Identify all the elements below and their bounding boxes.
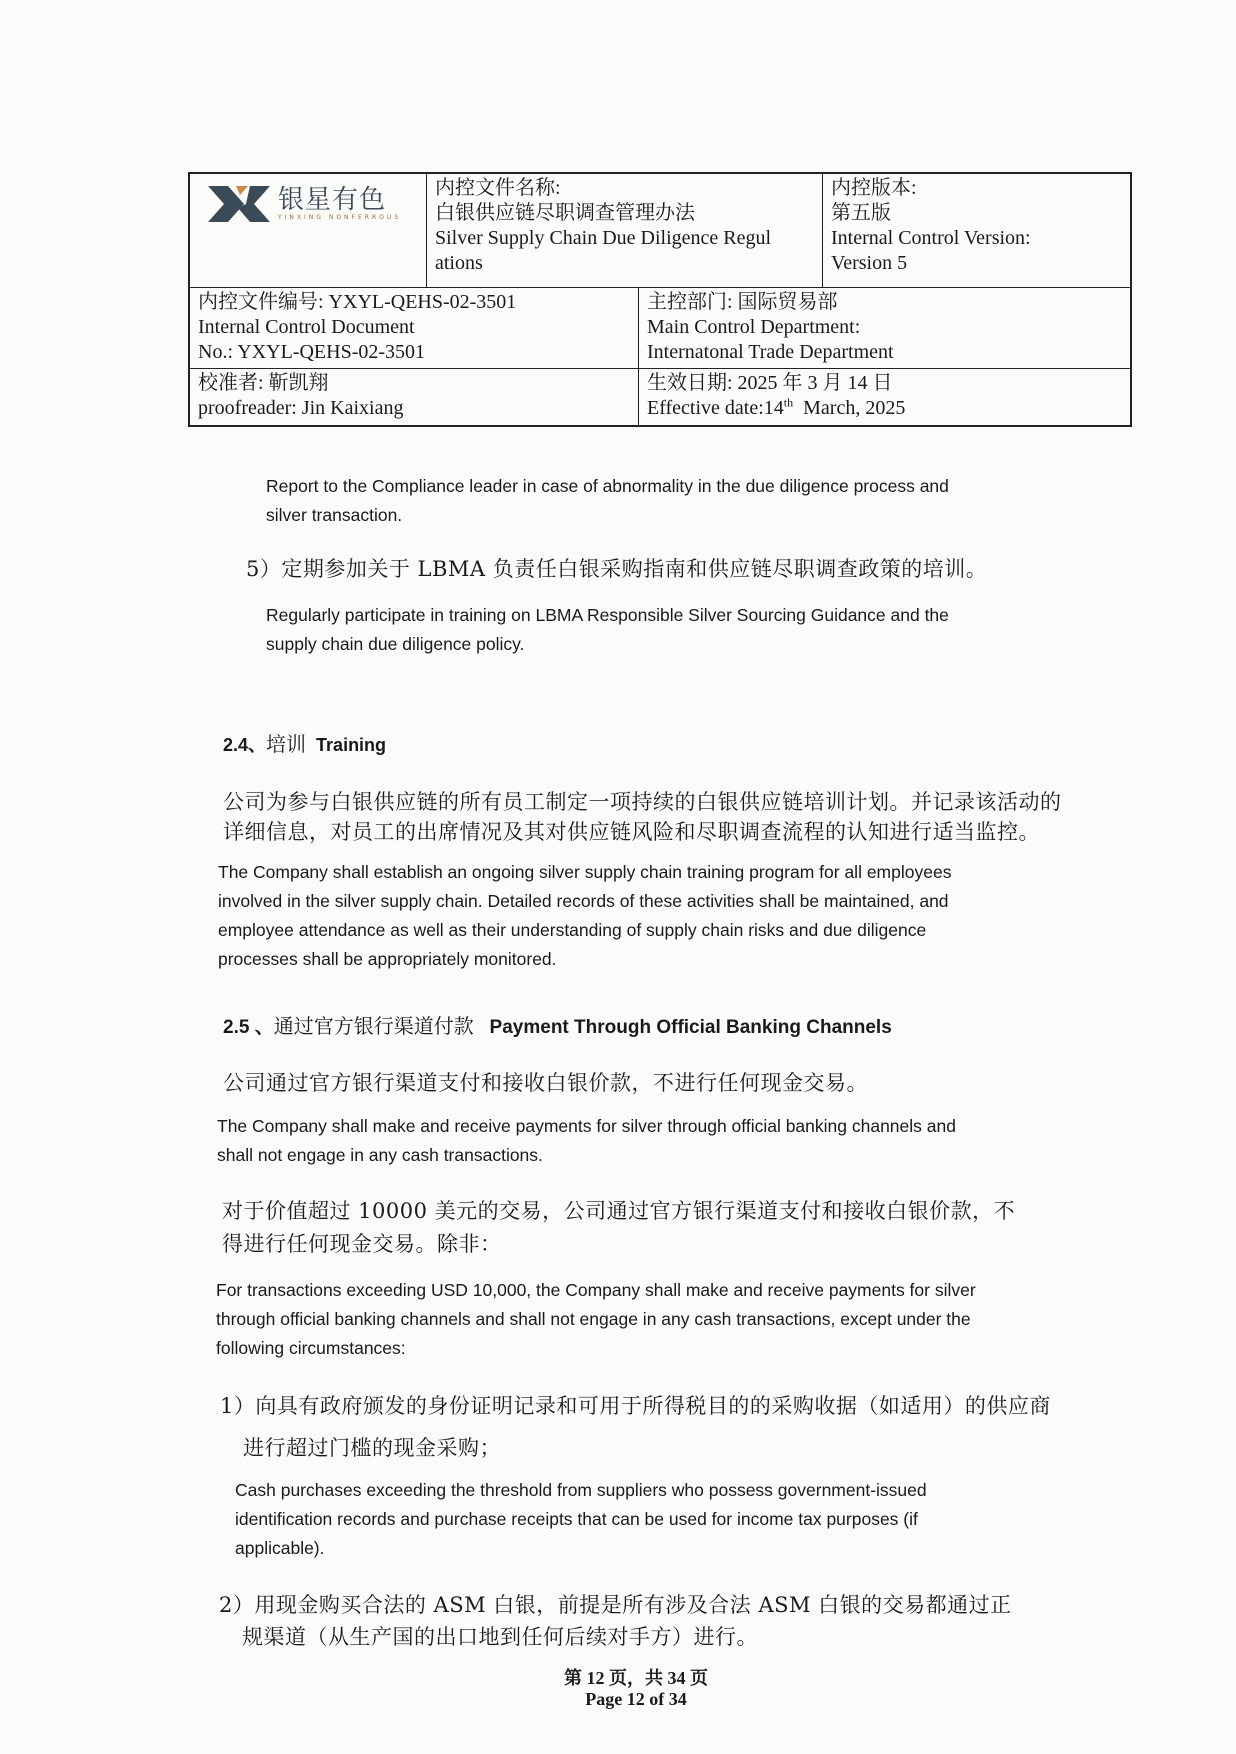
version-en: Version 5 — [831, 252, 908, 274]
s24-en-line-3: employee attendance as well as their understanding of supply chain risks and due diligence — [218, 920, 927, 940]
section-2-5-title-cn: 通过官方银行渠道付款 — [273, 1014, 474, 1038]
company-logo — [206, 182, 401, 226]
item1-cn-line-2: 进行超过门槛的现金采购； — [243, 1436, 501, 1460]
s24-en-line-4: processes shall be appropriately monitored. — [218, 949, 557, 969]
logo-mark-icon — [206, 182, 272, 226]
item2-cn-line-1: 2）用现金购买合法的 ASM 白银，前提是所有涉及合法 ASM 白银的交易都通过正 — [219, 1593, 1012, 1617]
department-cell — [638, 288, 1130, 368]
item1-cn-line-1: 1）向具有政府颁发的身份证明记录和可用于所得税目的的采购收据（如适用）的供应商 — [220, 1394, 1051, 1418]
s25-en-line-4: through official banking channels and shall not engage in any cash transactions, except under the — [216, 1309, 971, 1329]
page-number-cn: 第 12 页，共 34 页 — [564, 1668, 708, 1688]
doc-number-cn: 内控文件编号: YXYL-QEHS-02-3501 — [198, 291, 517, 313]
item1-en-line-2: identification records and purchase receipts that can be used for income tax purposes (if — [235, 1509, 918, 1529]
section-2-4-number: 2.4、 — [223, 735, 267, 755]
p1-en-line-2: silver transaction. — [266, 505, 403, 525]
page-number-en: Page 12 of 34 — [585, 1689, 687, 1709]
item1-en-line-3: applicable). — [235, 1538, 325, 1558]
doc-number-cell — [190, 288, 638, 368]
item2-cn-line-2: 规渠道（从生产国的出口地到任何后续对手方）进行。 — [242, 1625, 758, 1649]
s25-en-line-1: The Company shall make and receive payments for silver through official banking channels and — [217, 1116, 956, 1136]
effective-date-cn: 生效日期: 2025 年 3 月 14 日 — [647, 372, 893, 394]
version-cn: 第五版 — [831, 202, 891, 224]
effective-date-cell — [638, 369, 1130, 425]
doc-name-en-2: ations — [435, 252, 483, 274]
section-2-4-title-en: Training — [316, 735, 387, 755]
s25-en-line-2: shall not engage in any cash transactions. — [217, 1145, 543, 1165]
doc-number-en-2: No.: YXYL-QEHS-02-3501 — [198, 341, 426, 363]
s25-cn-line-2a: 对于价值超过 10000 美元的交易，公司通过官方银行渠道支付和接收白银价款，不 — [222, 1199, 1016, 1223]
version-cell — [822, 174, 1130, 287]
s24-cn-line-2: 详细信息，对员工的出席情况及其对供应链风险和尽职调查流程的认知进行适当监控。 — [223, 820, 1040, 844]
department-cn: 主控部门: 国际贸易部 — [647, 291, 838, 313]
doc-name-en-1: Silver Supply Chain Due Diligence Regul — [435, 227, 772, 249]
s24-en-line-2: involved in the silver supply chain. Detailed records of these activities shall be maintained, and — [218, 891, 949, 911]
item5-cn: 5）定期参加关于 LBMA 负责任白银采购指南和供应链尽职调查政策的培训。 — [246, 557, 988, 581]
effective-date-en-pre: Effective date:14 — [647, 397, 784, 419]
section-2-5-heading — [223, 1010, 892, 1039]
logo-brand-cn: 银星有色 — [278, 185, 387, 215]
item5-en-line-1: Regularly participate in training on LBMA Responsible Silver Sourcing Guidance and the — [266, 605, 949, 625]
version-label: 内控版本: — [831, 177, 917, 199]
effective-date-en-post: March, 2025 — [793, 397, 906, 419]
logo-brand-en: YINXING NONFERROUS — [278, 214, 402, 221]
p1-en-line-1: Report to the Compliance leader in case of abnormality in the due diligence process and — [266, 476, 949, 496]
effective-date-en — [647, 396, 1122, 421]
proofreader-cn: 校准者: 靳凯翔 — [198, 372, 329, 394]
s24-en-line-1: The Company shall establish an ongoing silver supply chain training program for all employees — [218, 862, 952, 882]
item5-en-line-2: supply chain due diligence policy. — [266, 634, 525, 654]
section-2-5-title-en: Payment Through Official Banking Channels — [489, 1017, 892, 1038]
s24-cn-line-1: 公司为参与白银供应链的所有员工制定一项持续的白银供应链培训计划。并记录该活动的 — [223, 790, 1062, 814]
logo-cell — [190, 174, 426, 287]
s25-en-line-3: For transactions exceeding USD 10,000, the Company shall make and receive payments for silver — [216, 1280, 976, 1300]
proofreader-cell — [190, 369, 638, 425]
version-en-label: Internal Control Version: — [831, 227, 1031, 249]
item1-en-line-1: Cash purchases exceeding the threshold from suppliers who possess government-issued — [235, 1480, 927, 1500]
s25-cn-line-2b: 得进行任何现金交易。除非： — [222, 1232, 502, 1256]
effective-date-en-sup: th — [783, 395, 794, 410]
section-2-5-number: 2.5 、 — [223, 1017, 274, 1038]
doc-name-label: 内控文件名称: — [435, 177, 561, 199]
section-2-4-title-cn: 培训 — [266, 732, 307, 756]
doc-number-en-1: Internal Control Document — [198, 316, 415, 338]
department-en-2: Internatonal Trade Department — [647, 341, 894, 363]
s25-en-line-5: following circumstances: — [216, 1338, 406, 1358]
section-2-4-heading — [223, 728, 386, 757]
proofreader-en: proofreader: Jin Kaixiang — [198, 397, 404, 419]
department-en-1: Main Control Department: — [647, 316, 861, 338]
s25-cn-line-1: 公司通过官方银行渠道支付和接收白银价款，不进行任何现金交易。 — [223, 1071, 868, 1095]
document-header-table — [188, 172, 1132, 427]
doc-name-cn: 白银供应链尽职调查管理办法 — [435, 202, 695, 224]
doc-name-cell — [426, 174, 822, 287]
